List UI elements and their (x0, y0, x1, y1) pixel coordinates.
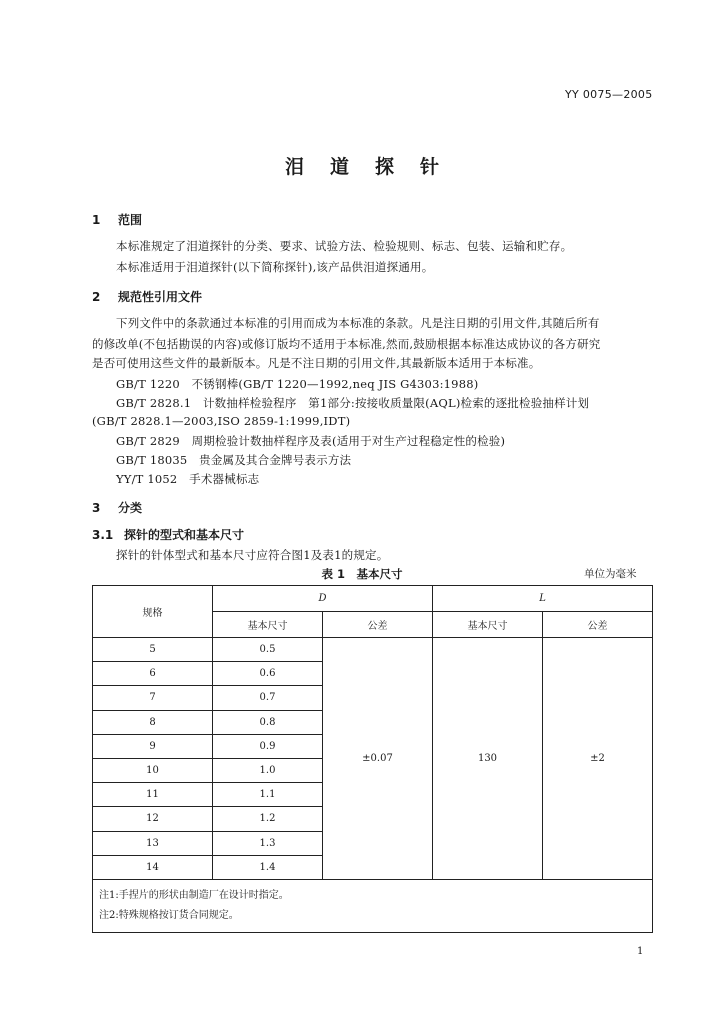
d-basic-cell: 1.0 (213, 758, 323, 782)
d-basic-cell: 1.3 (213, 831, 323, 855)
spec-cell: 12 (93, 807, 213, 831)
d-basic-cell: 1.4 (213, 855, 323, 879)
reference-item: GB/T 2829 周期检验计数抽样程序及表(适用于对生产过程稳定性的检验) (116, 434, 506, 448)
d-basic-cell: 0.5 (213, 638, 323, 662)
l-tolerance-cell: ±2 (543, 638, 653, 880)
subheader-d-basic: 基本尺寸 (213, 612, 323, 638)
table-note: 注1:手捏片的形状由制造厂在设计时指定。 (99, 889, 289, 901)
table-unit: 单位为毫米 (584, 568, 637, 580)
d-tolerance-cell: ±0.07 (323, 638, 433, 880)
spec-cell: 5 (93, 638, 213, 662)
section-title: 规范性引用文件 (118, 290, 203, 304)
paragraph-line: 下列文件中的条款通过本标准的引用而成为本标准的条款。凡是注日期的引用文件,其随后所有 (116, 316, 600, 330)
reference-item: YY/T 1052 手术器械标志 (116, 472, 260, 486)
table-caption: 表 1 基本尺寸 (321, 567, 403, 581)
paragraph: 本标准规定了泪道探针的分类、要求、试验方法、检验规则、标志、包装、运输和贮存。 (116, 239, 573, 253)
spec-cell: 10 (93, 758, 213, 782)
paragraph: 本标准适用于泪道探针(以下简称探针),该产品供泪道探通用。 (116, 260, 434, 274)
section-title: 探针的型式和基本尺寸 (124, 528, 245, 542)
d-basic-cell: 1.1 (213, 783, 323, 807)
spec-cell: 6 (93, 662, 213, 686)
reference-item-continued: (GB/T 2828.1—2003,ISO 2859-1:1999,IDT) (92, 414, 351, 428)
section-number: 1 (92, 213, 101, 227)
section-number: 3 (92, 501, 101, 515)
reference-item: GB/T 1220 不锈钢棒(GB/T 1220—1992,neq JIS G4303:1988) (116, 377, 479, 391)
section-2-heading (92, 288, 202, 305)
table-notes (93, 879, 653, 932)
table-row (93, 638, 653, 662)
l-basic-cell: 130 (433, 638, 543, 880)
paragraph-line: 是否可使用这些文件的最新版本。凡是不注日期的引用文件,其最新版本适用于本标准。 (92, 356, 541, 370)
d-basic-cell: 0.9 (213, 734, 323, 758)
page-number: 1 (637, 946, 644, 957)
subheader-l-basic: 基本尺寸 (433, 612, 543, 638)
dimension-table (92, 585, 652, 929)
header-spec: 规格 (93, 586, 213, 638)
section-title: 分类 (118, 501, 143, 515)
reference-item: GB/T 2828.1 计数抽样检验程序 第1部分:按接收质量限(AQL)检索的逐批检验抽样计划 (116, 396, 590, 410)
reference-item: GB/T 18035 贵金属及其合金牌号表示方法 (116, 453, 352, 467)
section-number: 2 (92, 290, 101, 304)
section-number: 3.1 (92, 528, 114, 542)
section-1-heading (92, 211, 142, 228)
spec-cell: 14 (93, 855, 213, 879)
subheader-d-tolerance: 公差 (323, 612, 433, 638)
subheader-l-tolerance: 公差 (543, 612, 653, 638)
spec-cell: 11 (93, 783, 213, 807)
table (92, 585, 653, 933)
spec-cell: 7 (93, 686, 213, 710)
section-3-heading (92, 499, 142, 516)
table-note: 注2:特殊规格按订货合同规定。 (99, 909, 239, 921)
d-basic-cell: 1.2 (213, 807, 323, 831)
paragraph-line: 的修改单(不包括勘误的内容)或修订版均不适用于本标准,然而,鼓励根据本标准达成协议的各方研究 (92, 337, 601, 351)
spec-cell: 13 (93, 831, 213, 855)
d-basic-cell: 0.7 (213, 686, 323, 710)
d-basic-cell: 0.8 (213, 710, 323, 734)
section-3-1-heading (92, 526, 244, 543)
header-d: D (213, 586, 433, 612)
standard-number: YY 0075—2005 (565, 88, 653, 101)
section-title: 范围 (118, 213, 143, 227)
spec-cell: 8 (93, 710, 213, 734)
paragraph: 探针的针体型式和基本尺寸应符合图1及表1的规定。 (116, 548, 389, 562)
spec-cell: 9 (93, 734, 213, 758)
header-l: L (433, 586, 653, 612)
document-title: 泪道探针 (284, 156, 465, 178)
d-basic-cell: 0.6 (213, 662, 323, 686)
